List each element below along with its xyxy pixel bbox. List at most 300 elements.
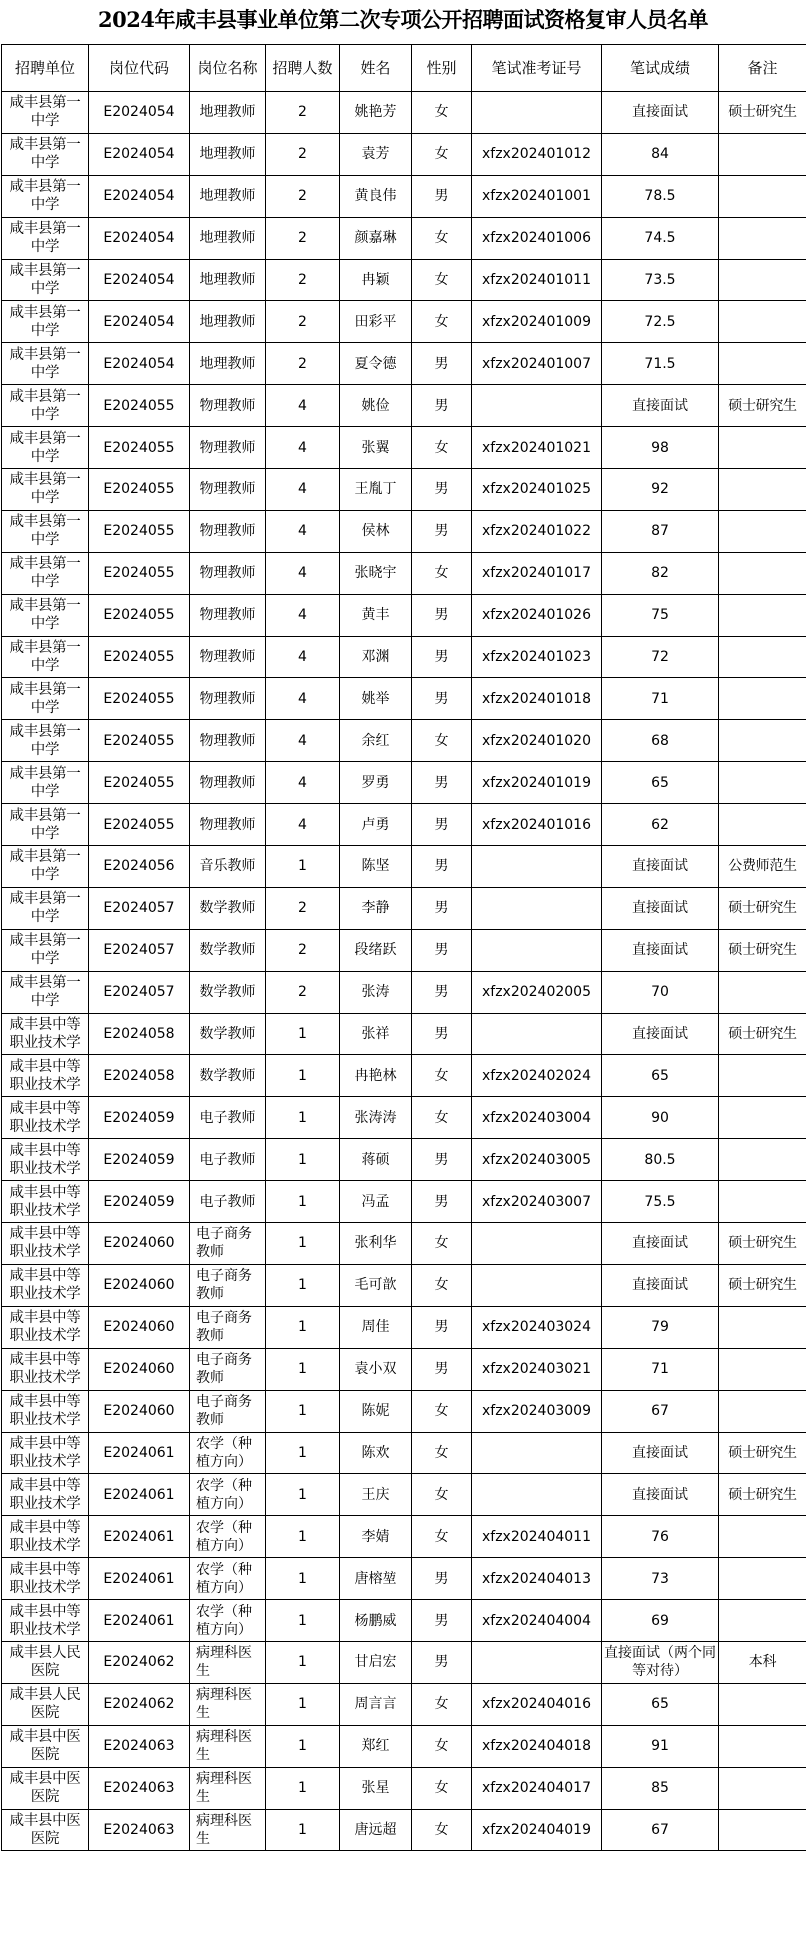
code-cell: E2024055 xyxy=(89,636,190,678)
score-cell: 直接面试 xyxy=(602,92,719,134)
quota-cell: 2 xyxy=(266,887,340,929)
gender-cell: 男 xyxy=(412,762,472,804)
ticket-cell: xfzx202403024 xyxy=(472,1306,602,1348)
quota-cell: 1 xyxy=(266,1097,340,1139)
code-cell: E2024063 xyxy=(89,1809,190,1851)
quota-cell: 2 xyxy=(266,133,340,175)
quota-cell: 2 xyxy=(266,259,340,301)
ticket-cell: xfzx202404011 xyxy=(472,1516,602,1558)
note-cell: 公费师范生 xyxy=(719,846,806,888)
note-cell xyxy=(719,804,806,846)
name-cell: 冉颖 xyxy=(340,259,412,301)
note-cell: 硕士研究生 xyxy=(719,1432,806,1474)
position-cell: 物理教师 xyxy=(190,678,266,720)
quota-cell: 4 xyxy=(266,427,340,469)
score-cell: 直接面试 xyxy=(602,385,719,427)
table-row xyxy=(2,1223,806,1265)
unit-cell: 咸丰县中等职业技术学 xyxy=(2,1139,89,1181)
quota-cell: 4 xyxy=(266,385,340,427)
position-cell: 电子商务教师 xyxy=(190,1223,266,1265)
ticket-cell xyxy=(472,846,602,888)
table-row xyxy=(2,1474,806,1516)
code-cell: E2024055 xyxy=(89,678,190,720)
unit-cell: 咸丰县中等职业技术学 xyxy=(2,1055,89,1097)
quota-cell: 4 xyxy=(266,762,340,804)
unit-cell: 咸丰县第一中学 xyxy=(2,92,89,134)
gender-cell: 男 xyxy=(412,1139,472,1181)
table-row xyxy=(2,1809,806,1851)
quota-cell: 1 xyxy=(266,1725,340,1767)
score-cell: 65 xyxy=(602,1683,719,1725)
table-row xyxy=(2,385,806,427)
quota-cell: 1 xyxy=(266,1223,340,1265)
note-cell xyxy=(719,469,806,511)
gender-cell: 女 xyxy=(412,1725,472,1767)
note-cell: 硕士研究生 xyxy=(719,1223,806,1265)
note-cell xyxy=(719,175,806,217)
ticket-cell: xfzx202404018 xyxy=(472,1725,602,1767)
table-row xyxy=(2,1139,806,1181)
table-row xyxy=(2,762,806,804)
name-cell: 李婧 xyxy=(340,1516,412,1558)
unit-cell: 咸丰县中医医院 xyxy=(2,1725,89,1767)
code-cell: E2024055 xyxy=(89,804,190,846)
quota-cell: 1 xyxy=(266,1348,340,1390)
name-cell: 张涛涛 xyxy=(340,1097,412,1139)
score-cell: 62 xyxy=(602,804,719,846)
name-cell: 冉艳林 xyxy=(340,1055,412,1097)
table-body xyxy=(2,92,806,1851)
note-cell xyxy=(719,678,806,720)
note-cell: 硕士研究生 xyxy=(719,92,806,134)
score-cell: 73 xyxy=(602,1558,719,1600)
name-cell: 甘启宏 xyxy=(340,1641,412,1683)
score-cell: 71.5 xyxy=(602,343,719,385)
code-cell: E2024060 xyxy=(89,1223,190,1265)
table-row xyxy=(2,804,806,846)
unit-cell: 咸丰县中等职业技术学 xyxy=(2,1558,89,1600)
note-cell xyxy=(719,1558,806,1600)
gender-cell: 女 xyxy=(412,1223,472,1265)
ticket-cell: xfzx202401011 xyxy=(472,259,602,301)
code-cell: E2024055 xyxy=(89,594,190,636)
gender-cell: 女 xyxy=(412,1055,472,1097)
position-cell: 物理教师 xyxy=(190,427,266,469)
position-cell: 音乐教师 xyxy=(190,846,266,888)
position-cell: 电子商务教师 xyxy=(190,1390,266,1432)
note-cell xyxy=(719,133,806,175)
code-cell: E2024055 xyxy=(89,762,190,804)
name-cell: 王庆 xyxy=(340,1474,412,1516)
note-cell xyxy=(719,1055,806,1097)
note-cell xyxy=(719,971,806,1013)
name-cell: 侯林 xyxy=(340,510,412,552)
name-cell: 姚举 xyxy=(340,678,412,720)
unit-cell: 咸丰县第一中学 xyxy=(2,678,89,720)
quota-cell: 1 xyxy=(266,1181,340,1223)
gender-cell: 男 xyxy=(412,594,472,636)
gender-cell: 男 xyxy=(412,929,472,971)
unit-cell: 咸丰县第一中学 xyxy=(2,929,89,971)
ticket-cell: xfzx202401006 xyxy=(472,217,602,259)
note-cell xyxy=(719,1181,806,1223)
unit-cell: 咸丰县第一中学 xyxy=(2,301,89,343)
code-cell: E2024055 xyxy=(89,469,190,511)
gender-cell: 男 xyxy=(412,343,472,385)
score-cell: 80.5 xyxy=(602,1139,719,1181)
quota-cell: 1 xyxy=(266,1474,340,1516)
position-cell: 地理教师 xyxy=(190,217,266,259)
unit-cell: 咸丰县第一中学 xyxy=(2,552,89,594)
gender-cell: 男 xyxy=(412,510,472,552)
unit-cell: 咸丰县中医医院 xyxy=(2,1767,89,1809)
name-cell: 张利华 xyxy=(340,1223,412,1265)
ticket-cell: xfzx202403009 xyxy=(472,1390,602,1432)
note-cell: 本科 xyxy=(719,1641,806,1683)
gender-cell: 女 xyxy=(412,133,472,175)
ticket-cell: xfzx202404013 xyxy=(472,1558,602,1600)
score-cell: 直接面试 xyxy=(602,1264,719,1306)
name-cell: 颜嘉琳 xyxy=(340,217,412,259)
ticket-cell xyxy=(472,887,602,929)
table-row xyxy=(2,720,806,762)
ticket-cell xyxy=(472,1264,602,1306)
quota-cell: 2 xyxy=(266,971,340,1013)
name-cell: 唐远超 xyxy=(340,1809,412,1851)
position-cell: 数学教师 xyxy=(190,929,266,971)
ticket-cell: xfzx202401021 xyxy=(472,427,602,469)
table-row xyxy=(2,92,806,134)
code-cell: E2024059 xyxy=(89,1139,190,1181)
ticket-cell: xfzx202401007 xyxy=(472,343,602,385)
score-cell: 78.5 xyxy=(602,175,719,217)
note-cell: 硕士研究生 xyxy=(719,887,806,929)
quota-cell: 4 xyxy=(266,636,340,678)
column-header-quota: 招聘人数 xyxy=(266,45,340,92)
gender-cell: 女 xyxy=(412,217,472,259)
quota-cell: 2 xyxy=(266,92,340,134)
page-title: 2024年咸丰县事业单位第二次专项公开招聘面试资格复审人员名单 xyxy=(98,7,708,32)
code-cell: E2024055 xyxy=(89,427,190,469)
unit-cell: 咸丰县第一中学 xyxy=(2,971,89,1013)
score-cell: 直接面试 xyxy=(602,846,719,888)
score-cell: 65 xyxy=(602,1055,719,1097)
note-cell xyxy=(719,1306,806,1348)
code-cell: E2024055 xyxy=(89,552,190,594)
name-cell: 张翼 xyxy=(340,427,412,469)
gender-cell: 男 xyxy=(412,678,472,720)
name-cell: 卢勇 xyxy=(340,804,412,846)
unit-cell: 咸丰县第一中学 xyxy=(2,259,89,301)
table-row xyxy=(2,1641,806,1683)
code-cell: E2024054 xyxy=(89,175,190,217)
note-cell: 硕士研究生 xyxy=(719,385,806,427)
quota-cell: 1 xyxy=(266,1390,340,1432)
column-header-score: 笔试成绩 xyxy=(602,45,719,92)
quota-cell: 2 xyxy=(266,175,340,217)
note-cell xyxy=(719,762,806,804)
score-cell: 98 xyxy=(602,427,719,469)
unit-cell: 咸丰县第一中学 xyxy=(2,469,89,511)
position-cell: 数学教师 xyxy=(190,1055,266,1097)
ticket-cell xyxy=(472,1223,602,1265)
code-cell: E2024054 xyxy=(89,217,190,259)
code-cell: E2024060 xyxy=(89,1348,190,1390)
code-cell: E2024063 xyxy=(89,1767,190,1809)
gender-cell: 男 xyxy=(412,385,472,427)
table-row xyxy=(2,469,806,511)
table-row xyxy=(2,1432,806,1474)
column-header-code: 岗位代码 xyxy=(89,45,190,92)
table-row xyxy=(2,217,806,259)
name-cell: 罗勇 xyxy=(340,762,412,804)
quota-cell: 4 xyxy=(266,552,340,594)
name-cell: 黄丰 xyxy=(340,594,412,636)
unit-cell: 咸丰县中等职业技术学 xyxy=(2,1432,89,1474)
gender-cell: 男 xyxy=(412,1013,472,1055)
note-cell xyxy=(719,510,806,552)
name-cell: 冯孟 xyxy=(340,1181,412,1223)
table-row xyxy=(2,846,806,888)
column-header-unit: 招聘单位 xyxy=(2,45,89,92)
score-cell: 76 xyxy=(602,1516,719,1558)
code-cell: E2024058 xyxy=(89,1013,190,1055)
code-cell: E2024055 xyxy=(89,720,190,762)
note-cell xyxy=(719,1725,806,1767)
position-cell: 物理教师 xyxy=(190,385,266,427)
unit-cell: 咸丰县第一中学 xyxy=(2,720,89,762)
quota-cell: 1 xyxy=(266,1600,340,1642)
position-cell: 地理教师 xyxy=(190,175,266,217)
name-cell: 张晓宇 xyxy=(340,552,412,594)
gender-cell: 女 xyxy=(412,552,472,594)
name-cell: 余红 xyxy=(340,720,412,762)
unit-cell: 咸丰县第一中学 xyxy=(2,594,89,636)
note-cell xyxy=(719,1139,806,1181)
quota-cell: 1 xyxy=(266,1641,340,1683)
position-cell: 农学（种植方向） xyxy=(190,1474,266,1516)
table-row xyxy=(2,1767,806,1809)
note-cell xyxy=(719,217,806,259)
gender-cell: 女 xyxy=(412,1767,472,1809)
column-header-ticket: 笔试准考证号 xyxy=(472,45,602,92)
table-row xyxy=(2,1516,806,1558)
score-cell: 68 xyxy=(602,720,719,762)
unit-cell: 咸丰县第一中学 xyxy=(2,427,89,469)
unit-cell: 咸丰县中等职业技术学 xyxy=(2,1516,89,1558)
unit-cell: 咸丰县中等职业技术学 xyxy=(2,1348,89,1390)
quota-cell: 2 xyxy=(266,301,340,343)
position-cell: 病理科医生 xyxy=(190,1641,266,1683)
code-cell: E2024054 xyxy=(89,301,190,343)
candidate-table xyxy=(1,44,806,1851)
note-cell xyxy=(719,1600,806,1642)
quota-cell: 1 xyxy=(266,1683,340,1725)
ticket-cell: xfzx202401023 xyxy=(472,636,602,678)
name-cell: 邓渊 xyxy=(340,636,412,678)
ticket-cell: xfzx202403005 xyxy=(472,1139,602,1181)
quota-cell: 4 xyxy=(266,594,340,636)
position-cell: 电子教师 xyxy=(190,1139,266,1181)
ticket-cell: xfzx202404019 xyxy=(472,1809,602,1851)
name-cell: 张祥 xyxy=(340,1013,412,1055)
score-cell: 79 xyxy=(602,1306,719,1348)
table-row xyxy=(2,301,806,343)
name-cell: 陈坚 xyxy=(340,846,412,888)
position-cell: 物理教师 xyxy=(190,510,266,552)
name-cell: 周佳 xyxy=(340,1306,412,1348)
gender-cell: 女 xyxy=(412,720,472,762)
code-cell: E2024062 xyxy=(89,1641,190,1683)
ticket-cell: xfzx202401025 xyxy=(472,469,602,511)
position-cell: 电子教师 xyxy=(190,1181,266,1223)
ticket-cell: xfzx202404004 xyxy=(472,1600,602,1642)
quota-cell: 4 xyxy=(266,678,340,720)
gender-cell: 女 xyxy=(412,1390,472,1432)
code-cell: E2024060 xyxy=(89,1264,190,1306)
ticket-cell: xfzx202401019 xyxy=(472,762,602,804)
quota-cell: 1 xyxy=(266,1139,340,1181)
ticket-cell: xfzx202401022 xyxy=(472,510,602,552)
score-cell: 71 xyxy=(602,1348,719,1390)
score-cell: 75 xyxy=(602,594,719,636)
score-cell: 82 xyxy=(602,552,719,594)
gender-cell: 女 xyxy=(412,427,472,469)
column-header-name: 姓名 xyxy=(340,45,412,92)
score-cell: 67 xyxy=(602,1809,719,1851)
gender-cell: 男 xyxy=(412,175,472,217)
gender-cell: 女 xyxy=(412,92,472,134)
name-cell: 袁小双 xyxy=(340,1348,412,1390)
name-cell: 田彩平 xyxy=(340,301,412,343)
unit-cell: 咸丰县第一中学 xyxy=(2,846,89,888)
position-cell: 地理教师 xyxy=(190,133,266,175)
unit-cell: 咸丰县中等职业技术学 xyxy=(2,1474,89,1516)
name-cell: 蒋硕 xyxy=(340,1139,412,1181)
table-row xyxy=(2,510,806,552)
note-cell xyxy=(719,427,806,469)
name-cell: 段绪跃 xyxy=(340,929,412,971)
position-cell: 数学教师 xyxy=(190,971,266,1013)
score-cell: 直接面试（两个同等对待） xyxy=(602,1641,719,1683)
score-cell: 直接面试 xyxy=(602,887,719,929)
position-cell: 病理科医生 xyxy=(190,1809,266,1851)
name-cell: 陈欢 xyxy=(340,1432,412,1474)
position-cell: 农学（种植方向） xyxy=(190,1558,266,1600)
gender-cell: 男 xyxy=(412,804,472,846)
table-row xyxy=(2,887,806,929)
position-cell: 电子教师 xyxy=(190,1097,266,1139)
note-cell xyxy=(719,636,806,678)
code-cell: E2024054 xyxy=(89,133,190,175)
unit-cell: 咸丰县中医医院 xyxy=(2,1809,89,1851)
score-cell: 74.5 xyxy=(602,217,719,259)
name-cell: 陈妮 xyxy=(340,1390,412,1432)
quota-cell: 1 xyxy=(266,846,340,888)
score-cell: 72.5 xyxy=(602,301,719,343)
position-cell: 地理教师 xyxy=(190,343,266,385)
code-cell: E2024059 xyxy=(89,1181,190,1223)
table-row xyxy=(2,1306,806,1348)
gender-cell: 男 xyxy=(412,1600,472,1642)
name-cell: 王胤丁 xyxy=(340,469,412,511)
note-cell xyxy=(719,259,806,301)
unit-cell: 咸丰县人民医院 xyxy=(2,1683,89,1725)
note-cell xyxy=(719,1390,806,1432)
position-cell: 物理教师 xyxy=(190,804,266,846)
ticket-cell: xfzx202401020 xyxy=(472,720,602,762)
table-row xyxy=(2,427,806,469)
note-cell xyxy=(719,720,806,762)
unit-cell: 咸丰县中等职业技术学 xyxy=(2,1600,89,1642)
code-cell: E2024057 xyxy=(89,971,190,1013)
quota-cell: 4 xyxy=(266,804,340,846)
ticket-cell: xfzx202403004 xyxy=(472,1097,602,1139)
unit-cell: 咸丰县第一中学 xyxy=(2,175,89,217)
gender-cell: 男 xyxy=(412,1306,472,1348)
name-cell: 张星 xyxy=(340,1767,412,1809)
score-cell: 直接面试 xyxy=(602,1223,719,1265)
quota-cell: 1 xyxy=(266,1432,340,1474)
position-cell: 数学教师 xyxy=(190,1013,266,1055)
unit-cell: 咸丰县第一中学 xyxy=(2,343,89,385)
code-cell: E2024054 xyxy=(89,343,190,385)
ticket-cell xyxy=(472,929,602,971)
position-cell: 农学（种植方向） xyxy=(190,1600,266,1642)
gender-cell: 男 xyxy=(412,1181,472,1223)
gender-cell: 女 xyxy=(412,1809,472,1851)
code-cell: E2024054 xyxy=(89,92,190,134)
unit-cell: 咸丰县中等职业技术学 xyxy=(2,1181,89,1223)
score-cell: 90 xyxy=(602,1097,719,1139)
code-cell: E2024058 xyxy=(89,1055,190,1097)
score-cell: 84 xyxy=(602,133,719,175)
ticket-cell: xfzx202401016 xyxy=(472,804,602,846)
table-row xyxy=(2,343,806,385)
name-cell: 姚艳芳 xyxy=(340,92,412,134)
position-cell: 病理科医生 xyxy=(190,1725,266,1767)
column-header-position: 岗位名称 xyxy=(190,45,266,92)
ticket-cell xyxy=(472,1013,602,1055)
column-header-note: 备注 xyxy=(719,45,806,92)
gender-cell: 女 xyxy=(412,1432,472,1474)
name-cell: 周言言 xyxy=(340,1683,412,1725)
score-cell: 91 xyxy=(602,1725,719,1767)
name-cell: 夏令德 xyxy=(340,343,412,385)
table-row xyxy=(2,133,806,175)
table-row xyxy=(2,1348,806,1390)
gender-cell: 女 xyxy=(412,1264,472,1306)
position-cell: 物理教师 xyxy=(190,594,266,636)
score-cell: 92 xyxy=(602,469,719,511)
unit-cell: 咸丰县第一中学 xyxy=(2,385,89,427)
score-cell: 直接面试 xyxy=(602,1474,719,1516)
code-cell: E2024055 xyxy=(89,385,190,427)
ticket-cell: xfzx202401012 xyxy=(472,133,602,175)
table-row xyxy=(2,1097,806,1139)
note-cell xyxy=(719,343,806,385)
code-cell: E2024054 xyxy=(89,259,190,301)
score-cell: 75.5 xyxy=(602,1181,719,1223)
quota-cell: 1 xyxy=(266,1809,340,1851)
note-cell xyxy=(719,1809,806,1851)
code-cell: E2024055 xyxy=(89,510,190,552)
code-cell: E2024061 xyxy=(89,1474,190,1516)
gender-cell: 男 xyxy=(412,636,472,678)
gender-cell: 男 xyxy=(412,846,472,888)
quota-cell: 1 xyxy=(266,1013,340,1055)
position-cell: 电子商务教师 xyxy=(190,1348,266,1390)
